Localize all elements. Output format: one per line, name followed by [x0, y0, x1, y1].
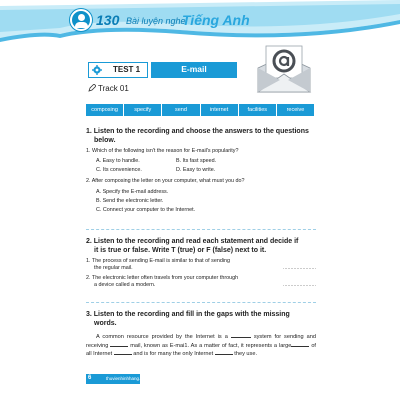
option-c: C. Connect your computer to the Internet. — [96, 207, 196, 213]
paragraph-text: they use. — [234, 351, 257, 357]
gap-blank[interactable] — [291, 342, 309, 347]
option-d: D. Easy to write. — [176, 167, 216, 173]
test-label: TEST 1 — [113, 65, 141, 74]
test-label-box — [88, 62, 148, 78]
statement-1-line2 — [86, 265, 316, 272]
header-banner — [0, 0, 400, 42]
vocab-item: internet — [201, 104, 239, 116]
track-label: Track 01 — [98, 84, 129, 93]
pencil-icon — [88, 84, 96, 92]
statement-1-line1: 1. The process of sending E-mail is similar to that of sending — [86, 258, 231, 264]
vocab-item: send — [162, 104, 200, 116]
gear-icon — [92, 65, 102, 75]
gap-blank[interactable] — [110, 342, 128, 347]
question-2: 2. After composing the letter on your computer, what must you do? — [86, 178, 245, 184]
section-1-heading-line2: below. — [94, 136, 116, 144]
book-number: 130 — [96, 12, 120, 28]
section-2 — [86, 238, 316, 289]
statement-2-line2 — [86, 282, 316, 289]
paragraph-text: and is for many the only Internet — [133, 351, 214, 357]
book-title: Bài luyện nghe — [126, 16, 186, 26]
paragraph-text: system for sending — [253, 334, 304, 340]
statement-1-text: the regular mail. — [94, 265, 133, 271]
vocab-item: facilities — [239, 104, 277, 116]
author-avatar-icon — [70, 9, 92, 31]
option-b: B. Send the electronic letter. — [96, 198, 164, 204]
section-3-heading-line1: 3. Listen to the recording and fill in the gaps with the missing — [86, 311, 290, 318]
page-number: 6 — [88, 375, 92, 381]
option-c: C. Its convenience. — [96, 167, 142, 173]
section-3 — [86, 311, 316, 359]
paragraph-text: of all Internet — [86, 342, 316, 357]
book-title-accent: Tiếng Anh — [182, 12, 250, 28]
email-envelope-icon — [254, 42, 314, 96]
vocab-item: specify — [124, 104, 162, 116]
vocab-item: receive — [277, 104, 314, 116]
option-b: B. Its fast speed. — [176, 158, 217, 164]
topic-box — [151, 62, 237, 78]
gap-blank[interactable] — [215, 350, 233, 355]
section-divider — [86, 302, 316, 303]
section-2-heading — [86, 238, 316, 255]
question-1: 1. Which of the following isn't the reason for E-mail's popularity? — [86, 148, 239, 154]
statement-2-line1: 2. The electronic letter often travels from your computer through — [86, 275, 239, 281]
vocab-item: composing — [86, 104, 124, 116]
answer-blank[interactable]: ...................... — [283, 282, 316, 288]
track-line — [88, 84, 129, 93]
answer-blank[interactable]: ...................... — [283, 265, 316, 271]
paragraph-text: and receiving — [86, 334, 316, 349]
paragraph-text: large — [278, 342, 292, 349]
paragraph-text: mail, known as E-mai1. As a matter of fact, it represents a — [130, 342, 278, 349]
section-3-heading — [86, 311, 316, 328]
section-3-heading-line2: words. — [94, 319, 117, 327]
gap-blank[interactable] — [114, 350, 132, 355]
section-2-heading-line2: it is true or false. Write T (true) or F (false) next to it. — [94, 246, 267, 254]
gap-fill-paragraph — [86, 333, 316, 359]
section-1-heading-line1: 1. Listen to the recording and choose the answers to the questions — [86, 128, 309, 135]
section-2-heading-line1: 2. Listen to the recording and read each statement and decide if — [86, 238, 299, 245]
footer-site: thuvienhinhhang.vn — [106, 376, 146, 381]
section-1-heading — [86, 128, 316, 145]
section-1 — [86, 128, 316, 214]
section-divider — [86, 229, 316, 230]
option-a: A. Specify the E-mail address. — [96, 189, 169, 195]
vocabulary-bar — [86, 104, 314, 116]
statement-2-text: a device called a modern. — [94, 282, 156, 288]
gap-blank[interactable] — [231, 333, 251, 338]
paragraph-text: A common resource provided by the Internet is a — [96, 334, 228, 340]
question-1-options — [86, 158, 316, 174]
option-a: A. Easy to handle. — [96, 158, 140, 164]
topic-label: E-mail — [181, 64, 207, 74]
